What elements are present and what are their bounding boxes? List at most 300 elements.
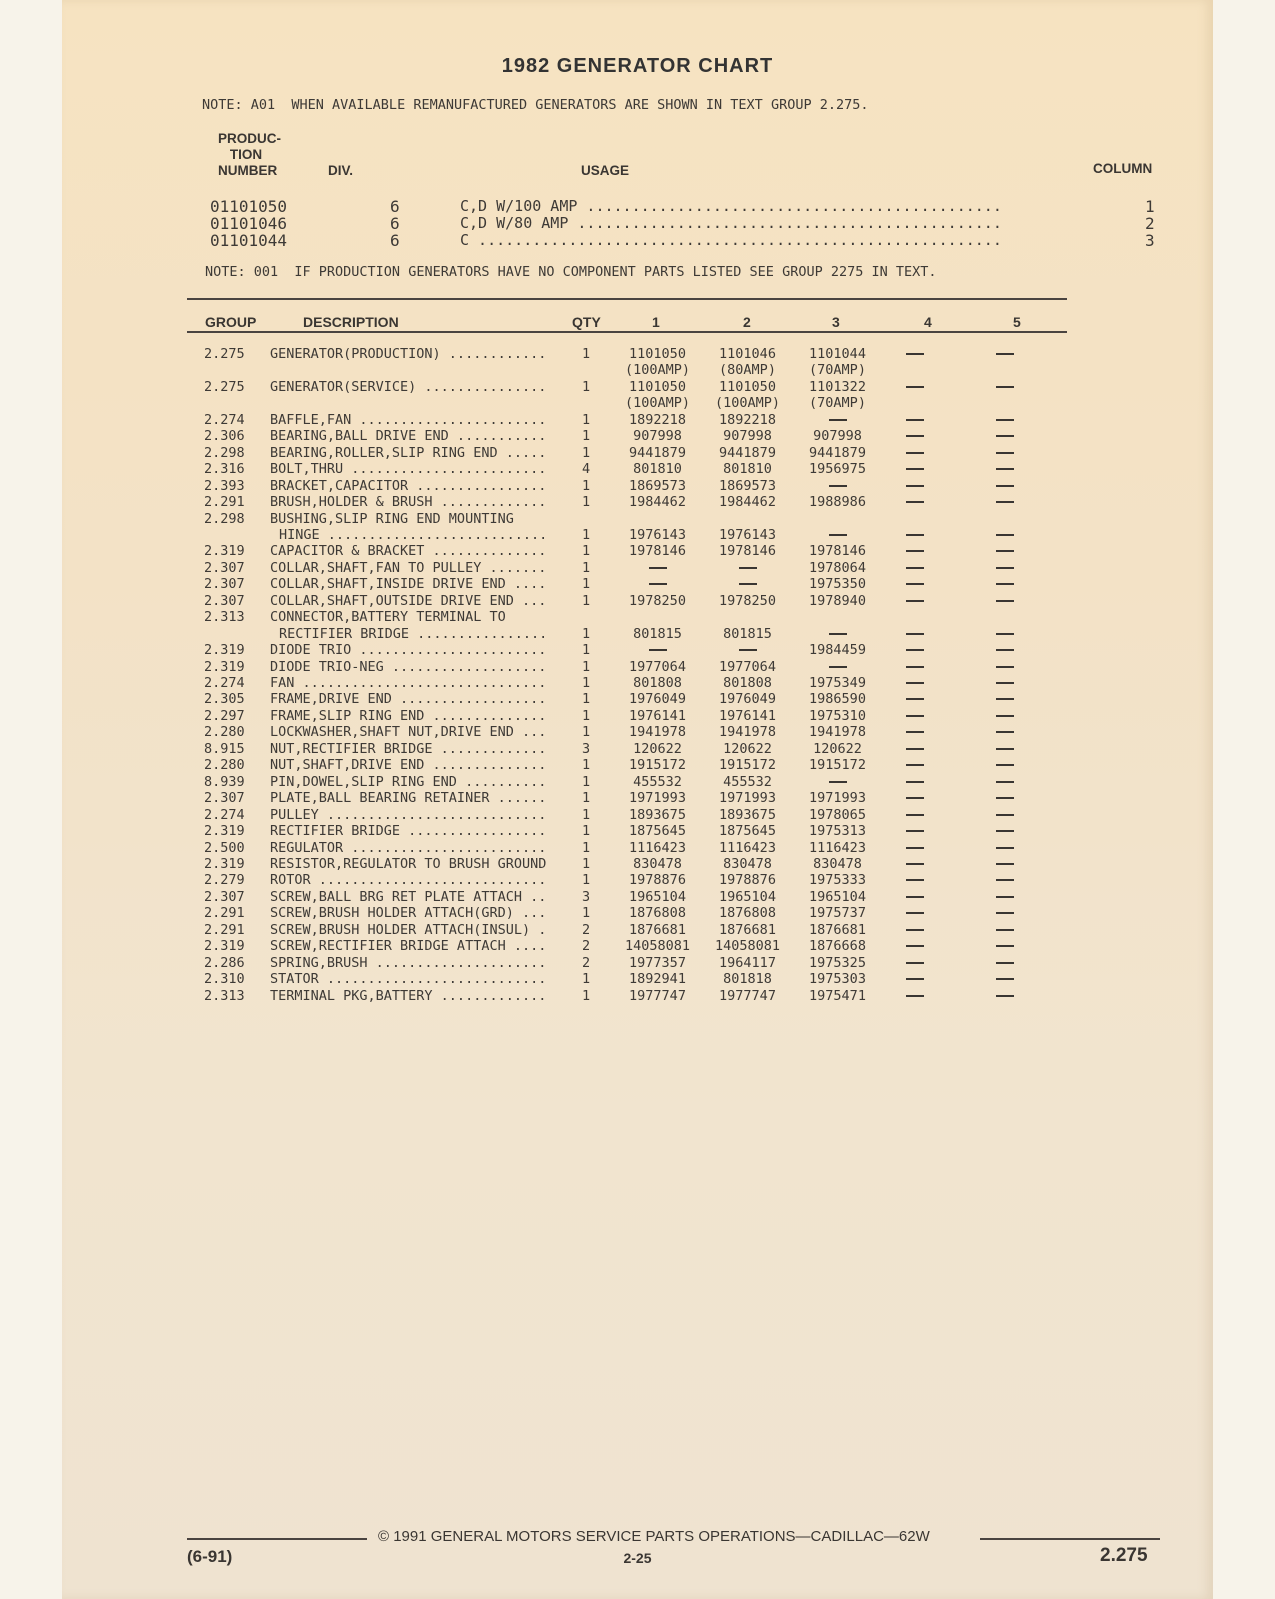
column-1-cell: 1875645	[629, 823, 686, 840]
not-applicable-dash	[996, 945, 1014, 947]
column-3-cell	[790, 774, 885, 790]
group-cell: 2.319	[204, 658, 245, 675]
description-cell: PIN,DOWEL,SLIP RING END ..........	[270, 773, 547, 790]
qty-cell: 1	[582, 773, 591, 790]
qty-cell: 3	[582, 888, 591, 905]
description-cell: FAN ..............................	[270, 675, 547, 691]
column-3-cell: 907998	[813, 428, 862, 445]
not-applicable-dash	[906, 863, 924, 865]
group-cell: 2.307	[204, 888, 245, 905]
table-row	[0, 560, 1275, 576]
table-row	[0, 774, 1275, 790]
column-5-cell	[985, 428, 1025, 444]
column-3-cell: 830478	[813, 855, 862, 872]
description-cell: DIODE TRIO .......................	[270, 642, 547, 659]
group-cell: 2.319	[204, 642, 245, 659]
not-applicable-dash	[996, 649, 1014, 651]
column-1-cell: 801815	[633, 625, 682, 642]
column-3-cell: 1978940	[809, 592, 866, 609]
column-4-cell	[895, 988, 935, 1004]
div-header: DIV.	[328, 163, 354, 178]
group-cell: 2.286	[204, 954, 245, 971]
not-applicable-dash	[996, 435, 1014, 437]
column-4-cell	[895, 955, 935, 971]
not-applicable-dash	[906, 501, 924, 503]
column-3-cell	[790, 478, 885, 494]
column-2-cell: 1978250	[719, 592, 776, 609]
description-cell: SCREW,BALL BRG RET PLATE ATTACH ..	[270, 888, 547, 905]
column-4-cell	[895, 708, 935, 724]
description-cell: PLATE,BALL BEARING RETAINER ......	[270, 790, 547, 807]
column-4-cell	[895, 971, 935, 987]
column-1-cell: 1977747	[629, 987, 686, 1004]
column-1-cell: (100AMP)	[624, 395, 691, 412]
qty-cell: 1	[582, 428, 591, 445]
column-3-cell: 1876681	[809, 921, 866, 938]
column-2-cell	[700, 576, 795, 592]
column-5-cell	[985, 543, 1025, 559]
division: 6	[390, 197, 400, 216]
column-5-cell	[985, 807, 1025, 823]
group-cell: 2.275	[204, 378, 245, 395]
not-applicable-dash	[906, 847, 924, 849]
column-4-cell	[895, 675, 935, 691]
table-row	[0, 346, 1275, 362]
column-5-header: 5	[1013, 314, 1021, 330]
column-1-cell: 907998	[633, 428, 682, 445]
group-cell: 2.319	[204, 855, 245, 872]
group-cell: 2.307	[204, 592, 245, 609]
usage-text: C,D W/100 AMP ..............................................	[460, 197, 1002, 215]
qty-cell: 1	[582, 559, 591, 576]
header-line: TION	[229, 147, 263, 162]
group-cell: 2.291	[204, 921, 245, 938]
not-applicable-dash	[829, 666, 847, 668]
column-4-cell	[895, 757, 935, 773]
column-5-cell	[985, 576, 1025, 592]
group-cell: 2.298	[204, 444, 245, 461]
column-5-cell	[985, 856, 1025, 872]
not-applicable-dash	[996, 814, 1014, 816]
column-3-cell: 1986590	[809, 691, 866, 708]
table-row	[0, 609, 1275, 625]
column-number: 2	[1145, 214, 1155, 233]
description-cell: BRACKET,CAPACITOR ................	[270, 477, 547, 494]
column-5-cell	[985, 955, 1025, 971]
group-column-header: GROUP	[205, 314, 257, 330]
chart-title: 1982 GENERATOR CHART	[501, 55, 774, 77]
table-row	[0, 988, 1275, 1004]
group-cell: 2.319	[204, 823, 245, 840]
table-row	[0, 724, 1275, 740]
description-cell: ROTOR ............................	[270, 872, 547, 889]
header-line: NUMBER	[218, 163, 278, 178]
group-cell: 2.319	[204, 543, 245, 560]
column-4-cell	[895, 790, 935, 806]
column-5-cell	[985, 774, 1025, 790]
column-5-cell	[985, 478, 1025, 494]
note-001: NOTE: 001 IF PRODUCTION GENERATORS HAVE NO COMPONENT PARTS LISTED SEE GROUP 2275 IN TEXT.	[205, 264, 937, 280]
column-2-cell: 1875645	[719, 823, 776, 840]
column-4-cell	[895, 724, 935, 740]
column-1-cell: 1892218	[629, 411, 686, 428]
group-cell: 2.305	[204, 691, 245, 708]
qty-cell: 1	[582, 757, 591, 774]
column-2-cell: (100AMP)	[714, 395, 781, 412]
description-cell: RECTIFIER BRIDGE ................	[279, 625, 548, 642]
column-2-cell: 801810	[723, 461, 772, 478]
column-4-cell	[895, 889, 935, 905]
not-applicable-dash	[996, 633, 1014, 635]
qty-cell: 1	[582, 592, 591, 609]
qty-cell: 3	[582, 740, 591, 757]
column-3-cell: 1971993	[809, 790, 866, 807]
not-applicable-dash	[996, 847, 1014, 849]
description-cell: GENERATOR(PRODUCTION) ............	[270, 346, 547, 362]
group-cell: 2.313	[204, 609, 245, 626]
table-row	[0, 543, 1275, 559]
column-5-cell	[985, 675, 1025, 691]
description-cell: BAFFLE,FAN .......................	[270, 411, 547, 428]
not-applicable-dash	[996, 419, 1014, 421]
column-3-header: 3	[832, 314, 840, 330]
not-applicable-dash	[996, 353, 1014, 355]
not-applicable-dash	[649, 649, 667, 651]
not-applicable-dash	[829, 419, 847, 421]
description-cell: NUT,RECTIFIER BRIDGE .............	[270, 740, 547, 757]
not-applicable-dash	[906, 600, 924, 602]
column-2-cell: 1876681	[719, 921, 776, 938]
table-row	[0, 379, 1275, 395]
qty-column-header: QTY	[572, 314, 601, 330]
table-row	[0, 840, 1275, 856]
production-number: 01101050	[210, 197, 288, 216]
column-1-cell: 1976049	[629, 691, 686, 708]
column-3-cell: 1876668	[809, 938, 866, 955]
column-2-cell	[700, 642, 795, 658]
qty-cell: 2	[582, 954, 591, 971]
column-2-cell: 1976143	[719, 526, 776, 543]
column-1-cell: (100AMP)	[624, 362, 691, 379]
column-1-cell: 1978876	[629, 872, 686, 889]
column-5-cell	[985, 757, 1025, 773]
column-1-cell: 1978146	[629, 543, 686, 560]
column-1-header: 1	[652, 314, 660, 330]
column-1-cell: 1915172	[629, 757, 686, 774]
description-cell: NUT,SHAFT,DRIVE END ..............	[270, 757, 547, 774]
qty-cell: 1	[582, 543, 591, 560]
column-4-cell	[895, 807, 935, 823]
date-code: (6-91)	[187, 1547, 233, 1566]
column-5-cell	[985, 593, 1025, 609]
column-2-cell: (80AMP)	[719, 362, 776, 379]
column-3-cell: 1978146	[809, 543, 866, 560]
not-applicable-dash	[906, 962, 924, 964]
table-row	[0, 856, 1275, 872]
column-3-cell: 1975350	[809, 576, 866, 593]
description-cell: GENERATOR(SERVICE) ...............	[270, 378, 547, 395]
not-applicable-dash	[906, 353, 924, 355]
column-2-cell: 14058081	[714, 938, 781, 955]
not-applicable-dash	[829, 633, 847, 635]
qty-cell: 1	[582, 707, 591, 724]
column-3-cell: 1988986	[809, 494, 866, 511]
column-3-cell: 1975310	[809, 707, 866, 724]
column-3-cell: 1975349	[809, 675, 866, 691]
group-cell: 2.313	[204, 987, 245, 1004]
table-row	[0, 922, 1275, 938]
group-cell: 2.291	[204, 494, 245, 511]
not-applicable-dash	[906, 550, 924, 552]
table-row	[0, 889, 1275, 905]
not-applicable-dash	[906, 781, 924, 783]
column-5-cell	[985, 379, 1025, 395]
description-cell: DIODE TRIO-NEG ...................	[270, 658, 547, 675]
column-2-header: 2	[743, 314, 751, 330]
not-applicable-dash	[906, 715, 924, 717]
column-4-cell	[895, 543, 935, 559]
not-applicable-dash	[996, 863, 1014, 865]
group-number: 2.275	[1100, 1545, 1148, 1566]
qty-cell: 1	[582, 411, 591, 428]
table-row	[0, 593, 1275, 609]
qty-cell: 1	[582, 691, 591, 708]
column-1-cell: 455532	[633, 773, 682, 790]
column-2-cell: 801815	[723, 625, 772, 642]
column-4-cell	[895, 494, 935, 510]
column-3-cell: 120622	[813, 740, 862, 757]
column-number: 3	[1145, 231, 1155, 250]
table-row	[0, 955, 1275, 971]
description-cell: FRAME,SLIP RING END ..............	[270, 707, 547, 724]
column-2-cell: 1915172	[719, 757, 776, 774]
column-1-cell: 1876808	[629, 905, 686, 922]
table-row	[0, 362, 1275, 378]
group-cell: 2.393	[204, 477, 245, 494]
column-2-cell: 1977064	[719, 658, 776, 675]
group-cell: 2.274	[204, 675, 245, 691]
table-row	[0, 659, 1275, 675]
column-3-cell: 1978064	[809, 559, 866, 576]
not-applicable-dash	[906, 830, 924, 832]
column-2-cell: 9441879	[719, 444, 776, 461]
table-row	[0, 790, 1275, 806]
description-cell: SCREW,BRUSH HOLDER ATTACH(INSUL) .	[270, 921, 547, 938]
column-4-cell	[895, 560, 935, 576]
table-row	[0, 445, 1275, 461]
column-1-cell	[610, 560, 705, 576]
not-applicable-dash	[996, 978, 1014, 980]
column-2-cell: 1971993	[719, 790, 776, 807]
column-5-cell	[985, 346, 1025, 362]
column-2-cell: 1941978	[719, 724, 776, 741]
table-top-rule	[187, 298, 1067, 300]
description-cell: BRUSH,HOLDER & BRUSH .............	[270, 494, 547, 511]
table-row	[0, 938, 1275, 954]
qty-cell: 1	[582, 378, 591, 395]
qty-cell: 1	[582, 346, 591, 362]
column-1-cell: 1869573	[629, 477, 686, 494]
column-2-cell: 1876808	[719, 905, 776, 922]
table-row	[0, 708, 1275, 724]
not-applicable-dash	[739, 583, 757, 585]
qty-cell: 1	[582, 724, 591, 741]
column-3-cell	[790, 412, 885, 428]
column-number: 1	[1145, 197, 1155, 216]
column-1-cell: 1977064	[629, 658, 686, 675]
column-4-cell	[895, 527, 935, 543]
group-cell: 2.310	[204, 971, 245, 988]
column-4-cell	[895, 593, 935, 609]
not-applicable-dash	[996, 583, 1014, 585]
column-5-cell	[985, 922, 1025, 938]
column-2-cell: 1965104	[719, 888, 776, 905]
column-5-cell	[985, 494, 1025, 510]
not-applicable-dash	[996, 879, 1014, 881]
column-4-cell	[895, 774, 935, 790]
table-row	[0, 691, 1275, 707]
column-3-cell: 1984459	[809, 642, 866, 659]
qty-cell: 1	[582, 675, 591, 691]
description-cell: TERMINAL PKG,BATTERY .............	[270, 987, 547, 1004]
column-3-cell: 1965104	[809, 888, 866, 905]
not-applicable-dash	[996, 485, 1014, 487]
column-5-cell	[985, 872, 1025, 888]
column-4-cell	[895, 412, 935, 428]
description-cell: COLLAR,SHAFT,FAN TO PULLEY .......	[270, 559, 547, 576]
not-applicable-dash	[996, 962, 1014, 964]
qty-cell: 1	[582, 905, 591, 922]
column-4-cell	[895, 823, 935, 839]
column-4-cell	[895, 576, 935, 592]
table-row	[0, 905, 1275, 921]
column-5-cell	[985, 560, 1025, 576]
not-applicable-dash	[996, 550, 1014, 552]
column-1-cell: 120622	[633, 740, 682, 757]
description-cell: RECTIFIER BRIDGE .................	[270, 823, 547, 840]
header-line: PRODUC-	[218, 131, 281, 146]
column-4-cell	[895, 905, 935, 921]
not-applicable-dash	[996, 452, 1014, 454]
group-cell: 2.280	[204, 724, 245, 741]
column-3-cell: 1975471	[809, 987, 866, 1004]
table-row	[0, 626, 1275, 642]
column-2-cell: 801808	[723, 675, 772, 691]
column-5-cell	[985, 691, 1025, 707]
qty-cell: 1	[582, 658, 591, 675]
not-applicable-dash	[996, 731, 1014, 733]
not-applicable-dash	[996, 781, 1014, 783]
column-5-cell	[985, 659, 1025, 675]
column-3-cell: (70AMP)	[809, 395, 866, 412]
group-cell: 2.275	[204, 346, 245, 362]
not-applicable-dash	[996, 501, 1014, 503]
column-4-cell	[895, 478, 935, 494]
column-4-cell	[895, 691, 935, 707]
qty-cell: 1	[582, 444, 591, 461]
not-applicable-dash	[996, 797, 1014, 799]
not-applicable-dash	[996, 715, 1014, 717]
column-4-cell	[895, 659, 935, 675]
description-cell: STATOR ...........................	[270, 971, 547, 988]
description-cell: CONNECTOR,BATTERY TERMINAL TO	[270, 609, 506, 626]
group-cell: 2.307	[204, 576, 245, 593]
column-5-cell	[985, 741, 1025, 757]
not-applicable-dash	[906, 534, 924, 536]
column-1-cell: 1101050	[629, 378, 686, 395]
division: 6	[390, 214, 400, 233]
column-4-cell	[895, 626, 935, 642]
group-cell: 2.307	[204, 790, 245, 807]
column-2-cell: 1101046	[719, 346, 776, 362]
group-cell: 2.274	[204, 806, 245, 823]
column-1-cell: 1892941	[629, 971, 686, 988]
not-applicable-dash	[906, 896, 924, 898]
column-5-cell	[985, 724, 1025, 740]
description-cell: COLLAR,SHAFT,OUTSIDE DRIVE END ...	[270, 592, 547, 609]
column-3-cell: 1975333	[809, 872, 866, 889]
table-row	[0, 494, 1275, 510]
column-5-cell	[985, 905, 1025, 921]
qty-cell: 2	[582, 938, 591, 955]
column-1-cell: 1116423	[629, 839, 686, 856]
column-5-cell	[985, 642, 1025, 658]
not-applicable-dash	[906, 814, 924, 816]
not-applicable-dash	[906, 879, 924, 881]
column-1-cell: 801808	[633, 675, 682, 691]
table-header-rule	[187, 331, 1067, 333]
column-1-cell	[610, 642, 705, 658]
column-4-header: 4	[924, 314, 932, 330]
column-3-cell: 1101044	[809, 346, 866, 362]
qty-cell: 1	[582, 987, 591, 1004]
not-applicable-dash	[996, 666, 1014, 668]
not-applicable-dash	[906, 764, 924, 766]
column-2-cell: 1893675	[719, 806, 776, 823]
usage-text: C ..........................................................	[460, 231, 1002, 249]
column-3-cell: 1975325	[809, 954, 866, 971]
not-applicable-dash	[906, 583, 924, 585]
not-applicable-dash	[906, 386, 924, 388]
description-cell: SCREW,BRUSH HOLDER ATTACH(GRD) ...	[270, 905, 547, 922]
table-row	[0, 675, 1275, 691]
description-cell: COLLAR,SHAFT,INSIDE DRIVE END ....	[270, 576, 547, 593]
qty-cell: 1	[582, 872, 591, 889]
column-2-cell: 1978876	[719, 872, 776, 889]
not-applicable-dash	[906, 567, 924, 569]
not-applicable-dash	[996, 830, 1014, 832]
column-1-cell: 1977357	[629, 954, 686, 971]
table-row	[0, 576, 1275, 592]
column-4-cell	[895, 461, 935, 477]
description-cell: BUSHING,SLIP RING END MOUNTING	[270, 510, 514, 527]
column-1-cell: 1978250	[629, 592, 686, 609]
not-applicable-dash	[996, 468, 1014, 470]
description-cell: SCREW,RECTIFIER BRIDGE ATTACH ....	[270, 938, 547, 955]
column-5-cell	[985, 626, 1025, 642]
column-4-cell	[895, 445, 935, 461]
group-cell: 2.280	[204, 757, 245, 774]
column-3-cell	[790, 659, 885, 675]
description-cell: REGULATOR ........................	[270, 839, 547, 856]
group-cell: 2.298	[204, 510, 245, 527]
column-5-cell	[985, 461, 1025, 477]
usage-header: USAGE	[581, 163, 630, 178]
not-applicable-dash	[906, 633, 924, 635]
column-3-cell: 1956975	[809, 461, 866, 478]
table-row	[0, 395, 1275, 411]
column-1-cell: 9441879	[629, 444, 686, 461]
